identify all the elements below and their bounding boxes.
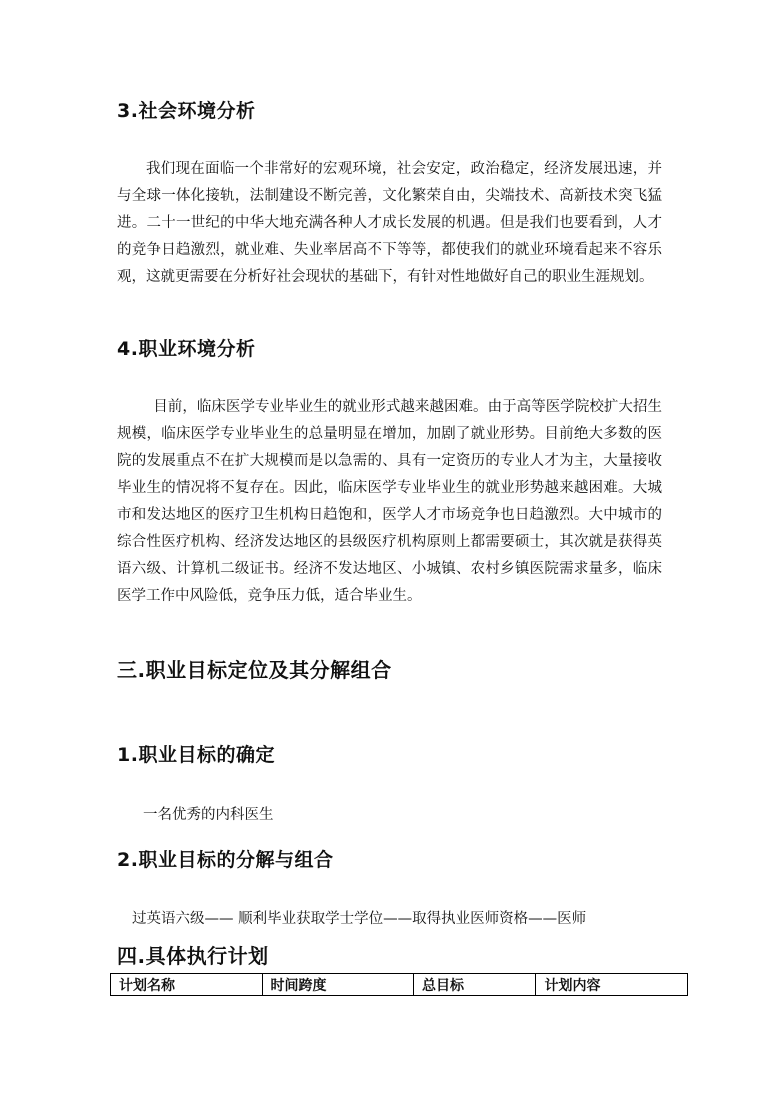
part-title-career-goal: 三.职业目标定位及其分解组合 — [117, 658, 392, 682]
paragraph-career-environment: 目前，临床医学专业毕业生的就业形式越来越困难。由于高等医学院校扩大招生规模，临床医学专业毕业生的总量明显在增加，加剧了就业形势。目前绝大多数的医院的发展重点不在扩大规模而是以急需的、具有一定资历的专业人才为主，大量接收毕业生的情况将不复存在。因此，临床医学专业毕业生的就业形势越来越困难。大城市和发达地区的医疗卫生机构日趋饱和，医学人才市场竞争也日趋激烈。大中城市的综合性医疗机构、经济发达地区的县级医疗机构原则上都需要硕士，其次就是获得英语六级、计算机二级证书。经济不发达地区、小城镇、农村乡镇医院需求量多，临床医学工作中风险低，竞争压力低，适合毕业生。 — [117, 399, 662, 604]
goal-definition-text: 一名优秀的内科医生 — [143, 807, 274, 823]
table-header-cell: 时间跨度 — [262, 974, 414, 996]
part-title-execution-plan: 四.具体执行计划 — [117, 944, 269, 968]
table-header-cell: 总目标 — [414, 974, 536, 996]
section-title-social-environment: 3.社会环境分析 — [117, 100, 256, 122]
section-title-career-environment: 4.职业环境分析 — [117, 338, 256, 360]
goal-decomposition-text: 过英语六级—— 顺利毕业获取学士学位——取得执业医师资格——医师 — [132, 911, 587, 927]
section-title-goal-decomposition: 2.职业目标的分解与组合 — [117, 849, 334, 871]
table-header-cell: 计划名称 — [111, 974, 263, 996]
table-header-cell: 计划内容 — [536, 974, 688, 996]
table-header-row — [111, 974, 688, 996]
plan-table — [110, 973, 688, 996]
paragraph-social-environment: 我们现在面临一个非常好的宏观环境，社会安定，政治稳定，经济发展迅速，并与全球一体化接轨，法制建设不断完善，文化繁荣自由，尖端技术、高新技术突飞猛进。二十一世纪的中华大地充满各种人才成长发展的机遇。但是我们也要看到，人才的竞争日趋激烈，就业难、失业率居高不下等等，都使我们的就业环境看起来不容乐观，这就更需要在分析好社会现状的基础下，有针对性地做好自己的职业生涯规划。 — [117, 161, 662, 285]
section-title-goal-definition: 1.职业目标的确定 — [117, 744, 275, 766]
